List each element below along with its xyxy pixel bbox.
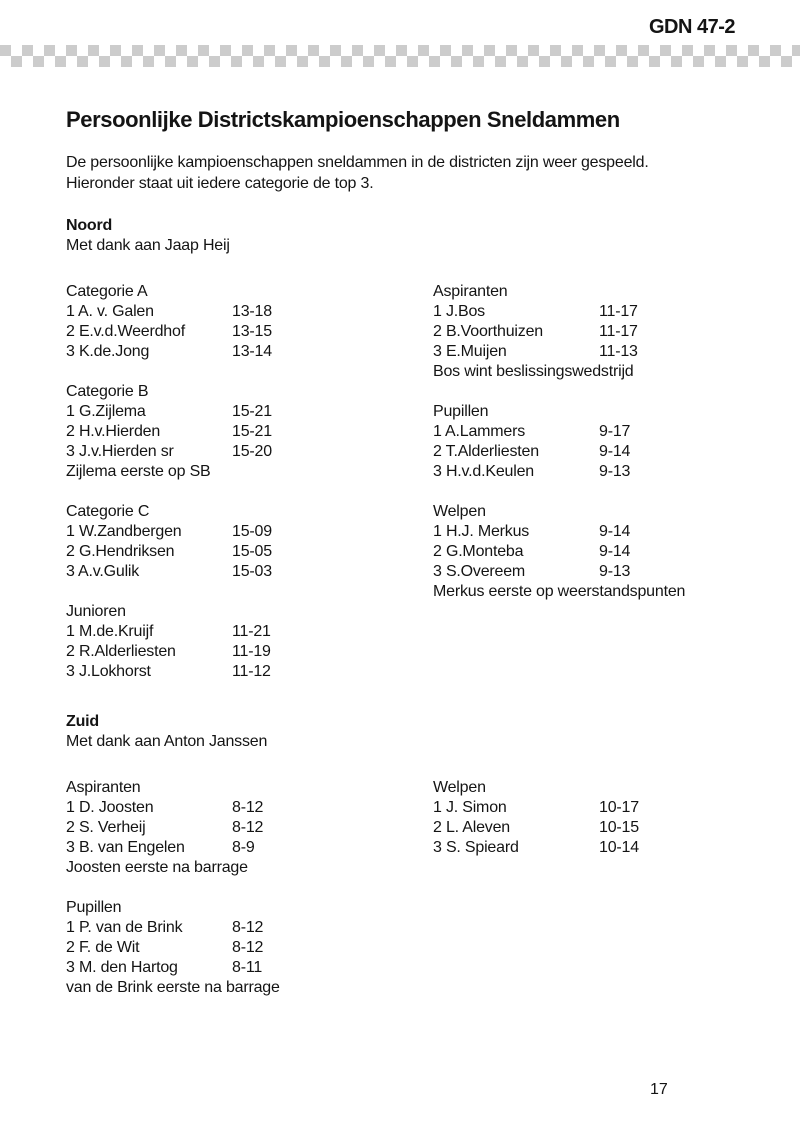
player-score: 8-12 [232,939,264,956]
player-score: 8-12 [232,819,264,836]
player-entry: 2 E.v.d.Weerdhof [66,323,185,340]
category-title: Pupillen [433,403,489,420]
result-row [66,422,433,442]
player-entry: 3 E.Muijen [433,343,507,360]
result-row [66,622,433,642]
player-score: 15-03 [232,563,272,580]
section-heading: Noord [66,217,113,234]
player-entry: 3 B. van Engelen [66,839,185,856]
player-score: 13-14 [232,343,272,360]
result-row [433,422,736,442]
player-score: 10-17 [599,799,639,816]
player-entry: 1 G.Zijlema [66,403,146,420]
result-row [66,838,433,858]
result-note: Joosten eerste na barrage [66,859,248,876]
category-title: Categorie A [66,283,148,300]
checkerboard-band [0,45,800,67]
category-group [66,282,433,362]
player-score: 11-19 [232,643,271,660]
player-entry: 1 J.Bos [433,303,485,320]
player-score: 15-21 [232,403,272,420]
category-title: Aspiranten [433,283,508,300]
player-score: 8-12 [232,799,264,816]
result-row [433,522,736,542]
player-entry: 2 R.Alderliesten [66,643,176,660]
player-score: 8-12 [232,919,264,936]
result-row [66,818,433,838]
result-row [433,818,736,838]
result-note: Zijlema eerste op SB [66,463,211,480]
player-entry: 1 A.Lammers [433,423,526,440]
result-row [66,542,433,562]
result-row [66,442,433,462]
player-score: 15-05 [232,543,272,560]
result-row [433,798,736,818]
category-title: Pupillen [66,899,122,916]
intro-line: De persoonlijke kampioenschappen sneldammen in de districten zijn weer gespeeld. [66,154,649,171]
result-row [66,522,433,542]
player-entry: 3 J.v.Hierden sr [66,443,174,460]
player-score: 15-09 [232,523,272,540]
player-score: 9-17 [599,423,631,440]
player-score: 9-14 [599,523,631,540]
player-entry: 2 L. Aleven [433,819,510,836]
player-entry: 3 H.v.d.Keulen [433,463,534,480]
player-score: 9-13 [599,463,631,480]
section-heading: Zuid [66,713,99,730]
result-row [66,322,433,342]
result-row [66,662,433,682]
article-content [66,108,736,1018]
player-score: 11-21 [232,623,271,640]
result-row [433,302,736,322]
results-column-left [66,778,433,1018]
result-note: Merkus eerste op weerstandspunten [433,583,686,600]
category-group [66,602,433,682]
player-entry: 2 B.Voorthuizen [433,323,543,340]
player-entry: 1 M.de.Kruijf [66,623,154,640]
player-score: 15-21 [232,423,272,440]
result-row [433,838,736,858]
credit-line: Met dank aan Anton Janssen [66,733,268,750]
category-title: Welpen [433,779,486,796]
player-entry: 3 S.Overeem [433,563,526,580]
player-entry: 1 P. van de Brink [66,919,183,936]
section-zuid [66,712,736,1018]
result-row [66,918,433,938]
section-noord [66,216,736,702]
result-row [433,542,736,562]
results-columns [66,778,736,1018]
player-score: 15-20 [232,443,272,460]
result-row [433,562,736,582]
player-score: 10-15 [599,819,639,836]
result-row [66,642,433,662]
article-title: Persoonlijke Districtskampioenschappen Sneldammen [66,107,620,132]
result-row [66,562,433,582]
player-score: 8-9 [232,839,255,856]
result-note: van de Brink eerste na barrage [66,979,280,996]
intro-paragraph [66,152,736,194]
category-title: Categorie B [66,383,149,400]
player-entry: 3 A.v.Gulik [66,563,140,580]
player-score: 9-14 [599,443,631,460]
player-score: 9-13 [599,563,631,580]
category-group [66,382,433,482]
player-entry: 1 D. Joosten [66,799,154,816]
category-title: Welpen [433,503,486,520]
category-title: Junioren [66,603,126,620]
result-row [433,462,736,482]
category-group [433,282,736,382]
player-score: 9-14 [599,543,631,560]
player-entry: 1 H.J. Merkus [433,523,530,540]
player-score: 11-12 [232,663,271,680]
category-title: Aspiranten [66,779,141,796]
category-group [433,402,736,482]
player-entry: 2 T.Alderliesten [433,443,539,460]
results-column-left [66,282,433,702]
result-row [66,958,433,978]
player-score: 11-17 [599,303,638,320]
category-group [66,502,433,582]
player-entry: 3 M. den Hartog [66,959,178,976]
player-entry: 3 S. Spieard [433,839,519,856]
player-score: 10-14 [599,839,639,856]
player-entry: 3 J.Lokhorst [66,663,151,680]
player-entry: 3 K.de.Jong [66,343,150,360]
result-row [66,798,433,818]
player-score: 11-17 [599,323,638,340]
player-score: 8-11 [232,959,263,976]
category-group [433,502,736,602]
player-entry: 1 A. v. Galen [66,303,154,320]
result-row [66,302,433,322]
result-row [66,402,433,422]
result-row [433,442,736,462]
category-group [66,898,433,998]
player-entry: 2 S. Verheij [66,819,146,836]
category-title: Categorie C [66,503,150,520]
player-entry: 2 F. de Wit [66,939,140,956]
result-row [66,342,433,362]
player-score: 11-13 [599,343,638,360]
results-column-right [433,282,736,702]
player-entry: 1 W.Zandbergen [66,523,182,540]
player-score: 13-18 [232,303,272,320]
category-group [66,778,433,878]
issue-label: GDN 47-2 [648,16,735,38]
page-number: 17 [650,1081,668,1098]
results-columns [66,282,736,702]
player-entry: 2 H.v.Hierden [66,423,161,440]
credit-line: Met dank aan Jaap Heij [66,237,230,254]
category-group [433,778,736,858]
results-column-right [433,778,736,1018]
player-entry: 2 G.Monteba [433,543,524,560]
player-entry: 2 G.Hendriksen [66,543,175,560]
result-row [433,342,736,362]
result-row [433,322,736,342]
result-row [66,938,433,958]
player-score: 13-15 [232,323,272,340]
result-note: Bos wint beslissingswedstrijd [433,363,634,380]
player-entry: 1 J. Simon [433,799,507,816]
intro-line: Hieronder staat uit iedere categorie de top 3. [66,175,374,192]
